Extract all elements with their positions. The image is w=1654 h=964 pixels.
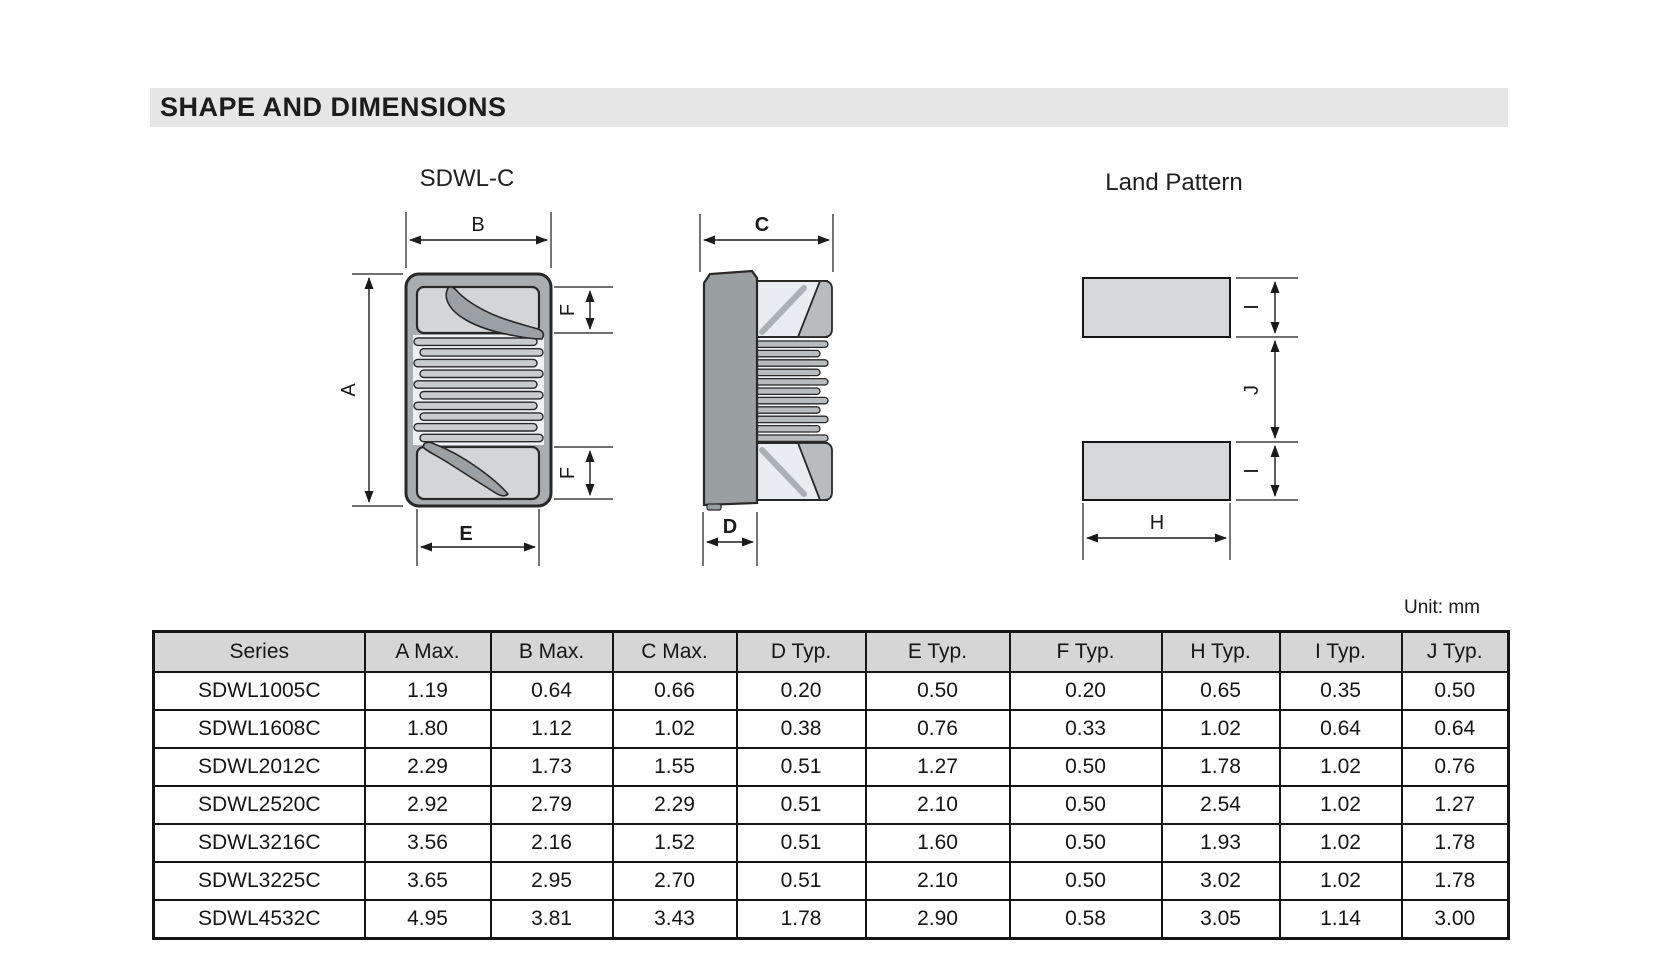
table-cell: 0.64 (1402, 710, 1509, 748)
table-cell: 0.66 (613, 672, 737, 710)
table-cell: 1.52 (613, 824, 737, 862)
coil-winding-side (755, 341, 828, 441)
table-cell: 1.78 (1402, 824, 1509, 862)
table-cell: 1.27 (866, 748, 1010, 786)
dim-label-i-bottom: I (1241, 468, 1263, 474)
table-row (154, 900, 1509, 939)
table-row (154, 748, 1509, 786)
table-cell: 0.38 (737, 710, 866, 748)
table-cell: 0.65 (1162, 672, 1280, 710)
table-cell: 0.50 (866, 672, 1010, 710)
dim-c (700, 214, 833, 272)
table-cell: 3.02 (1162, 862, 1280, 900)
component-diagram-title: SDWL-C (419, 165, 515, 192)
table-cell: 1.12 (491, 710, 613, 748)
table-cell: 3.56 (365, 824, 491, 862)
table-cell: 1.02 (1162, 710, 1280, 748)
table-cell: 0.64 (491, 672, 613, 710)
table-cell: 2.10 (866, 862, 1010, 900)
column-header-j-typ: J Typ. (1402, 632, 1509, 673)
dim-label-e: E (459, 523, 473, 545)
table-cell: 1.02 (1280, 862, 1402, 900)
table-row (154, 862, 1509, 900)
dim-label-d: D (722, 516, 738, 538)
land-pad-bottom (1083, 442, 1230, 500)
table-cell: 0.64 (1280, 710, 1402, 748)
dim-f-top (554, 287, 613, 333)
series-cell: SDWL1005C (154, 672, 365, 710)
table-cell: 1.02 (613, 710, 737, 748)
table-cell: 3.00 (1402, 900, 1509, 939)
table-cell: 1.80 (365, 710, 491, 748)
table-cell: 0.50 (1402, 672, 1509, 710)
series-cell: SDWL2012C (154, 748, 365, 786)
table-header-row (154, 632, 1509, 673)
table-cell: 0.50 (1010, 824, 1162, 862)
dim-label-i-top: I (1241, 304, 1263, 310)
table-cell: 3.05 (1162, 900, 1280, 939)
column-header-d-typ: D Typ. (737, 632, 866, 673)
table-cell: 1.27 (1402, 786, 1509, 824)
table-cell: 2.92 (365, 786, 491, 824)
dim-f-bottom (554, 447, 613, 499)
dim-d (703, 512, 757, 566)
table-cell: 2.10 (866, 786, 1010, 824)
dim-label-c: C (754, 214, 770, 236)
table-cell: 1.78 (1402, 862, 1509, 900)
table-cell: 1.14 (1280, 900, 1402, 939)
table-cell: 0.58 (1010, 900, 1162, 939)
unit-note: Unit: mm (1404, 597, 1480, 618)
table-cell: 0.51 (737, 862, 866, 900)
table-cell: 1.73 (491, 748, 613, 786)
table-cell: 2.70 (613, 862, 737, 900)
column-header-i-typ: I Typ. (1280, 632, 1402, 673)
table-cell: 2.95 (491, 862, 613, 900)
table-cell: 1.02 (1280, 824, 1402, 862)
table-cell: 0.20 (1010, 672, 1162, 710)
series-cell: SDWL4532C (154, 900, 365, 939)
table-cell: 0.51 (737, 824, 866, 862)
table-cell: 3.81 (491, 900, 613, 939)
dim-i-top (1236, 278, 1298, 337)
dimension-diagrams (330, 150, 1320, 580)
core-flange (704, 271, 757, 505)
column-header-a-max: A Max. (365, 632, 491, 673)
core-flange-foot (707, 504, 721, 510)
table-cell: 4.95 (365, 900, 491, 939)
table-cell: 0.50 (1010, 786, 1162, 824)
table-cell: 1.93 (1162, 824, 1280, 862)
column-header-h-typ: H Typ. (1162, 632, 1280, 673)
column-header-b-max: B Max. (491, 632, 613, 673)
table-cell: 1.60 (866, 824, 1010, 862)
dim-a (338, 274, 403, 506)
land-pattern-title: Land Pattern (1105, 169, 1243, 196)
table-cell: 1.02 (1280, 748, 1402, 786)
table-cell: 1.55 (613, 748, 737, 786)
section-title-bar (150, 88, 1508, 127)
dim-label-h: H (1149, 512, 1165, 534)
table-row (154, 824, 1509, 862)
table-cell: 1.02 (1280, 786, 1402, 824)
table-cell: 2.16 (491, 824, 613, 862)
column-header-c-max: C Max. (613, 632, 737, 673)
side-view (700, 214, 833, 566)
series-cell: SDWL1608C (154, 710, 365, 748)
table-cell: 2.90 (866, 900, 1010, 939)
front-view (338, 212, 613, 566)
series-cell: SDWL2520C (154, 786, 365, 824)
land-pad-top (1083, 278, 1230, 337)
dim-i-bottom (1236, 442, 1298, 500)
dimensions-table (152, 630, 1510, 940)
table-cell: 1.78 (1162, 748, 1280, 786)
table-cell: 0.50 (1010, 748, 1162, 786)
land-pattern (1083, 278, 1298, 560)
table-cell: 2.54 (1162, 786, 1280, 824)
series-cell: SDWL3225C (154, 862, 365, 900)
table-row (154, 710, 1509, 748)
table-cell: 0.76 (866, 710, 1010, 748)
table-cell: 0.35 (1280, 672, 1402, 710)
table-cell: 0.50 (1010, 862, 1162, 900)
dim-e (417, 509, 539, 566)
series-cell: SDWL3216C (154, 824, 365, 862)
table-cell: 3.65 (365, 862, 491, 900)
table-cell: 0.51 (737, 786, 866, 824)
dim-label-b: B (471, 214, 485, 236)
table-cell: 1.78 (737, 900, 866, 939)
column-header-e-typ: E Typ. (866, 632, 1010, 673)
dim-label-a: A (338, 383, 360, 397)
table-row (154, 672, 1509, 710)
table-cell: 0.51 (737, 748, 866, 786)
dim-label-f-bottom: F (557, 466, 579, 480)
dim-h (1083, 503, 1230, 560)
section-title: SHAPE AND DIMENSIONS (160, 92, 507, 122)
table-cell: 0.20 (737, 672, 866, 710)
table-cell: 0.76 (1402, 748, 1509, 786)
dim-b (406, 212, 551, 268)
dim-j (1241, 341, 1275, 438)
table-cell: 0.33 (1010, 710, 1162, 748)
column-header-series: Series (154, 632, 365, 673)
dim-label-j: J (1241, 385, 1263, 395)
column-header-f-typ: F Typ. (1010, 632, 1162, 673)
table-cell: 2.29 (613, 786, 737, 824)
table-row (154, 786, 1509, 824)
table-cell: 2.29 (365, 748, 491, 786)
table-cell: 1.19 (365, 672, 491, 710)
table-cell: 2.79 (491, 786, 613, 824)
dim-label-f-top: F (557, 303, 579, 317)
table-cell: 3.43 (613, 900, 737, 939)
